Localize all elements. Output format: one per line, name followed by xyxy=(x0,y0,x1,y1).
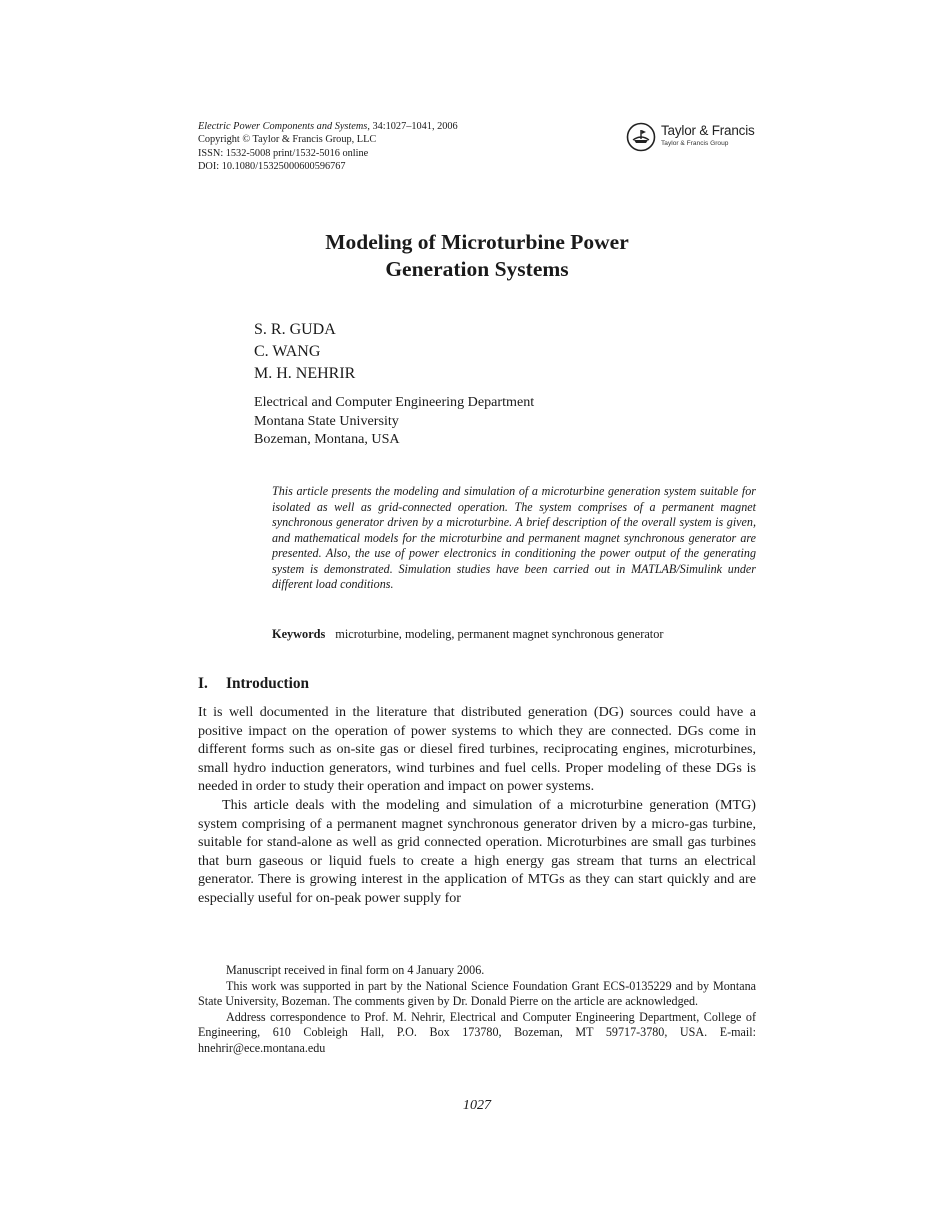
affiliation-line: Electrical and Computer Engineering Department xyxy=(254,394,535,410)
affiliation-line: Bozeman, Montana, USA xyxy=(254,431,400,448)
affiliation-line: Montana State University xyxy=(254,412,399,429)
doi-line: DOI: 10.1080/15325000600596767 xyxy=(198,161,346,173)
abstract: This article presents the modeling and simulation of a microturbine generation system suitable for isolated as well as grid-connected operation. The system comprises of a permanent magnet synchronous generator driven by a microturbine. A brief description of the overall system is given, and mathematical models for the microturbine and permanent magnet synchronous generator are presented. Also, the use of power electronics in conditioning the power output of the generating system is demonstrated. Simulation studies have been carried out in MATLAB/Simulink under different load conditions. xyxy=(272,484,756,591)
section-heading xyxy=(198,675,309,693)
title-line-1: Modeling of Microturbine Power xyxy=(325,230,629,254)
body-text xyxy=(198,703,756,908)
publisher-group: Taylor & Francis Group xyxy=(661,140,729,147)
author: M. H. NEHRIR xyxy=(254,365,356,382)
paragraph: It is well documented in the literature that distributed generation (DG) sources could have a positive impact on the operation of power systems to which they are connected. DGs come in different forms such as on-site gas or diesel fired turbines, reciprocating engines, microturbines, small hydro induction generators, wind turbines and fuel cells. Proper modeling of these DGs is needed in order to study their operation and impact on power systems. xyxy=(198,704,756,795)
page-number: 1027 xyxy=(462,1097,492,1113)
footnote-received: Manuscript received in final form on 4 January 2006. xyxy=(226,963,485,977)
footnotes xyxy=(198,963,756,1057)
author: C. WANG xyxy=(254,343,321,360)
publisher-name: Taylor & Francis xyxy=(661,123,755,138)
footnote-address: Address correspondence to Prof. M. Nehrir, Electrical and Computer Engineering Department, College of Engineering, 610 Cobleigh Hall, P.O. Box 173780, Bozeman, MT 59717-3780, USA. E-mail: hnehrir@ece.montana.edu xyxy=(198,1009,756,1055)
footnote-support: This work was supported in part by the National Science Foundation Grant ECS-0135229 and by Montana State University, Bozeman. The comments given by Dr. Donald Pierre on the article are acknowledged. xyxy=(198,978,756,1009)
keywords xyxy=(272,627,663,642)
section-number: I. xyxy=(198,675,208,692)
publisher-logo xyxy=(626,122,766,154)
keywords-label: Keywords xyxy=(272,627,326,641)
journal-citation xyxy=(198,120,458,133)
publisher-emblem-icon xyxy=(626,122,658,154)
author-list xyxy=(254,319,355,385)
journal-header xyxy=(198,120,458,174)
journal-details: , 34:1027–1041, 2006 xyxy=(367,121,458,132)
keywords-text: microturbine, modeling, permanent magnet synchronous generator xyxy=(335,627,664,641)
issn-line: ISSN: 1532-5008 print/1532-5016 online xyxy=(198,147,369,159)
paper-title xyxy=(198,229,756,283)
title-line-2: Generation Systems xyxy=(385,257,569,281)
paragraph: This article deals with the modeling and simulation of a microturbine generation (MTG) system comprising of a permanent magnet synchronous generator driven by a micro-gas turbine, suitable for stand-alone as well as grid connected operation. Microturbines are small gas turbines that burn gaseous or liquid fuels to create a high energy gas stream that turns an electrical generator. There is growing interest in the application of MTGs as they can start quickly and are especially useful for on-peak power supply for xyxy=(198,796,756,906)
section-title: Introduction xyxy=(226,675,310,692)
journal-name: Electric Power Components and Systems xyxy=(198,121,368,132)
author: S. R. GUDA xyxy=(254,321,336,338)
copyright-line: Copyright © Taylor & Francis Group, LLC xyxy=(198,134,377,146)
affiliation xyxy=(254,393,534,449)
